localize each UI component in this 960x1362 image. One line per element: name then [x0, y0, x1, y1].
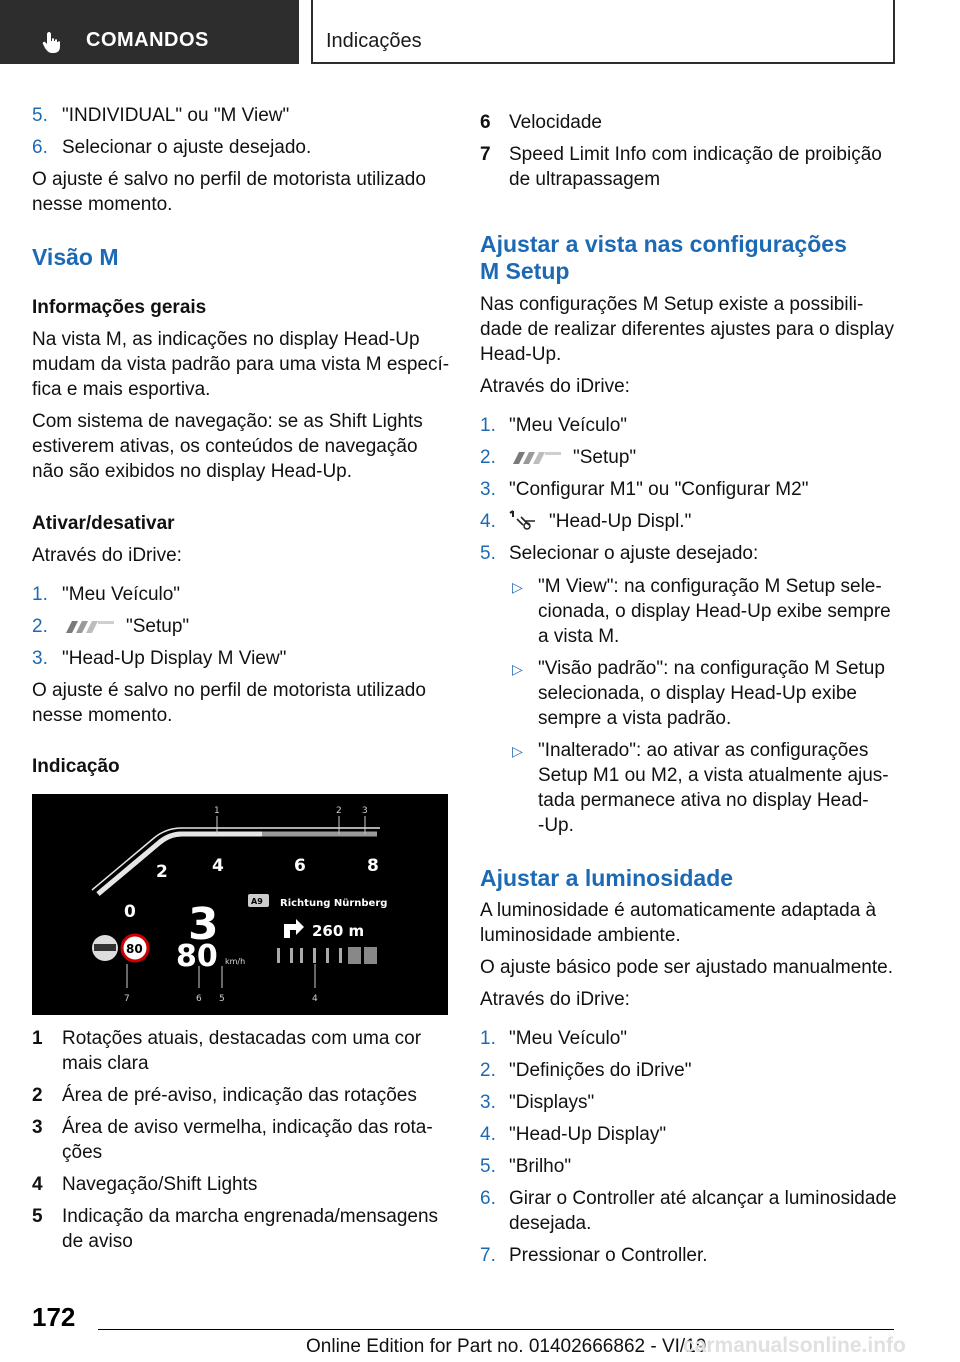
m-stripes-icon: [509, 450, 563, 466]
paragraph-line: Com sistema de navegação: se as Shift Lights: [32, 411, 423, 432]
heading-luminosidade: Ajustar a luminosidade: [480, 865, 734, 891]
legend-number: 7: [480, 144, 491, 165]
step-text: "Configurar M1" ou "Configurar M2": [509, 479, 809, 500]
bullet-text: Setup M1 ou M2, a vista atualmente ajus-: [538, 765, 889, 786]
paragraph-line: A luminosidade é automaticamente adaptada à: [480, 900, 877, 921]
step-text: "INDIVIDUAL" ou "M View": [62, 105, 290, 126]
road-label: A9: [251, 897, 263, 906]
gauge-label: 4: [212, 856, 224, 876]
gauge-label: 6: [294, 856, 306, 876]
legend-text: Área de aviso vermelha, indicação das rota-: [62, 1117, 433, 1138]
step-number: 4.: [480, 511, 496, 532]
legend-number: 2: [32, 1085, 43, 1106]
hand-pointer-icon: [40, 30, 64, 54]
step-number: 3.: [480, 479, 496, 500]
paragraph-line: O ajuste é salvo no perfil de motorista utilizado: [32, 169, 426, 190]
step-text: desejada.: [509, 1213, 592, 1234]
legend-number: 6: [480, 112, 491, 133]
step-text: "Setup": [126, 616, 190, 637]
head-up-display-figure: [32, 794, 448, 1015]
paragraph-line: luminosidade ambiente.: [480, 925, 681, 946]
paragraph-line: O ajuste básico pode ser ajustado manualmente.: [480, 957, 893, 978]
legend-number: 5: [32, 1206, 43, 1227]
page-number: 172: [32, 1302, 76, 1332]
header-section-title: COMANDOS: [86, 29, 209, 51]
paragraph-line: Head-Up.: [480, 344, 562, 365]
legend-text: Velocidade: [509, 112, 602, 133]
gauge-label: 8: [367, 856, 379, 876]
step-text: "Meu Veículo": [62, 584, 181, 605]
callout-2: 2: [336, 806, 342, 816]
legend-number: 1: [32, 1028, 43, 1049]
bullet-text: "Inalterado": ao ativar as configurações: [538, 740, 869, 761]
step-text: "Brilho": [509, 1156, 572, 1177]
step-number: 5.: [32, 105, 48, 126]
step-text: Pressionar o Controller.: [509, 1245, 708, 1266]
callout-5: 5: [219, 994, 225, 1004]
paragraph-line: Através do iDrive:: [32, 545, 182, 566]
paragraph-line: mudam da vista padrão para uma vista M especí-: [32, 354, 450, 375]
step-text: "Head-Up Display M View": [62, 648, 287, 669]
step-number: 7.: [480, 1245, 496, 1266]
gear-indicator: 3: [188, 899, 219, 950]
legend-text: ções: [62, 1142, 103, 1163]
paragraph-line: Nas configurações M Setup existe a possibili-: [480, 294, 864, 315]
heading-ajustar-vista: M Setup: [480, 258, 570, 284]
legend-text: Rotações atuais, destacadas com uma cor: [62, 1028, 422, 1049]
paragraph-line: não são exibidos no display Head-Up.: [32, 461, 353, 482]
bullet-text: tada permanece ativa no display Head-: [538, 790, 869, 811]
step-text: Selecionar o ajuste desejado.: [62, 137, 312, 158]
step-number: 2.: [32, 616, 48, 637]
legend-text: de aviso: [62, 1231, 133, 1252]
heading-ajustar-vista: Ajustar a vista nas configurações: [480, 231, 847, 257]
heading-visao-m: Visão M: [32, 244, 119, 270]
step-number: 3.: [32, 648, 48, 669]
header-section-tab: [0, 0, 299, 64]
legend-number: 4: [32, 1174, 43, 1195]
paragraph-line: nesse momento.: [32, 194, 173, 215]
gauge-label: 2: [156, 862, 168, 882]
step-number: 5.: [480, 1156, 496, 1177]
header-chapter-title: Indicações: [326, 30, 422, 52]
subheading-ativar: Ativar/desativar: [32, 513, 175, 534]
bullet-text: "Visão padrão": na configuração M Setup: [538, 658, 885, 679]
m-stripes-icon: [62, 619, 116, 635]
step-number: 2.: [480, 447, 496, 468]
footer-edition: Online Edition for Part no. 01402666862 - VI/19: [306, 1336, 707, 1357]
callout-6: 6: [196, 994, 202, 1004]
step-text: "Meu Veículo": [509, 415, 628, 436]
step-number: 1.: [480, 415, 496, 436]
step-number: 2.: [480, 1060, 496, 1081]
step-text: Girar o Controller até alcançar a luminosidade: [509, 1188, 897, 1209]
step-text: Selecionar o ajuste desejado:: [509, 543, 759, 564]
speed-limit-value: 80: [126, 942, 143, 956]
bullet-triangle-icon: ▷: [512, 579, 523, 595]
step-text: "Head-Up Displ.": [549, 511, 692, 532]
legend-text: Área de pré-aviso, indicação das rotações: [62, 1085, 417, 1106]
callout-7: 7: [124, 994, 130, 1004]
bullet-text: sempre a vista padrão.: [538, 708, 732, 729]
turn-arrow-icon: [284, 919, 304, 938]
step-number: 6.: [480, 1188, 496, 1209]
legend-text: Navegação/Shift Lights: [62, 1174, 258, 1195]
step-number: 1.: [32, 584, 48, 605]
paragraph-line: Através do iDrive:: [480, 376, 630, 397]
gauge-label: 0: [124, 902, 136, 922]
paragraph-line: O ajuste é salvo no perfil de motorista utilizado: [32, 680, 426, 701]
bullet-text: selecionada, o display Head-Up exibe: [538, 683, 857, 704]
footer-divider: [98, 1329, 894, 1330]
bullet-triangle-icon: ▷: [512, 661, 523, 677]
step-number: 4.: [480, 1124, 496, 1145]
legend-text: Speed Limit Info com indicação de proibição: [509, 144, 882, 165]
subheading-indicacao: Indicação: [32, 756, 120, 777]
callout-1: 1: [214, 806, 220, 816]
paragraph-line: Através do iDrive:: [480, 989, 630, 1010]
bullet-text: "M View": na configuração M Setup sele-: [538, 576, 882, 597]
step-number: 5.: [480, 543, 496, 564]
subheading-informacoes: Informações gerais: [32, 297, 207, 318]
paragraph-line: dade de realizar diferentes ajustes para o display: [480, 319, 895, 340]
head-up-display-icon: [509, 509, 537, 531]
bullet-text: -Up.: [538, 815, 574, 836]
bullet-text: a vista M.: [538, 626, 620, 647]
legend-text: de ultrapassagem: [509, 169, 661, 190]
paragraph-line: fica e mais esportiva.: [32, 379, 211, 400]
step-text: "Head-Up Display": [509, 1124, 667, 1145]
callout-3: 3: [362, 806, 368, 816]
step-number: 3.: [480, 1092, 496, 1113]
step-number: 6.: [32, 137, 48, 158]
step-text: "Meu Veículo": [509, 1028, 628, 1049]
direction-label: Richtung Nürnberg: [280, 898, 388, 909]
legend-text: Indicação da marcha engrenada/mensagens: [62, 1206, 439, 1227]
step-text: "Definições do iDrive": [509, 1060, 692, 1081]
paragraph-line: Na vista M, as indicações no display Head-Up: [32, 329, 420, 350]
speed-unit: km/h: [225, 957, 246, 966]
step-text: "Setup": [573, 447, 637, 468]
distance-label: 260 m: [312, 922, 365, 940]
speed-value: 80: [176, 939, 218, 974]
bullet-triangle-icon: ▷: [512, 743, 523, 759]
bullet-text: cionada, o display Head-Up exibe sempre: [538, 601, 891, 622]
watermark: carmanualsonline.info: [683, 1334, 906, 1357]
paragraph-line: estiverem ativas, os conteúdos de navegação: [32, 436, 418, 457]
paragraph-line: nesse momento.: [32, 705, 173, 726]
step-number: 1.: [480, 1028, 496, 1049]
legend-number: 3: [32, 1117, 43, 1138]
legend-text: mais clara: [62, 1053, 149, 1074]
callout-4: 4: [312, 994, 318, 1004]
step-text: "Displays": [509, 1092, 595, 1113]
